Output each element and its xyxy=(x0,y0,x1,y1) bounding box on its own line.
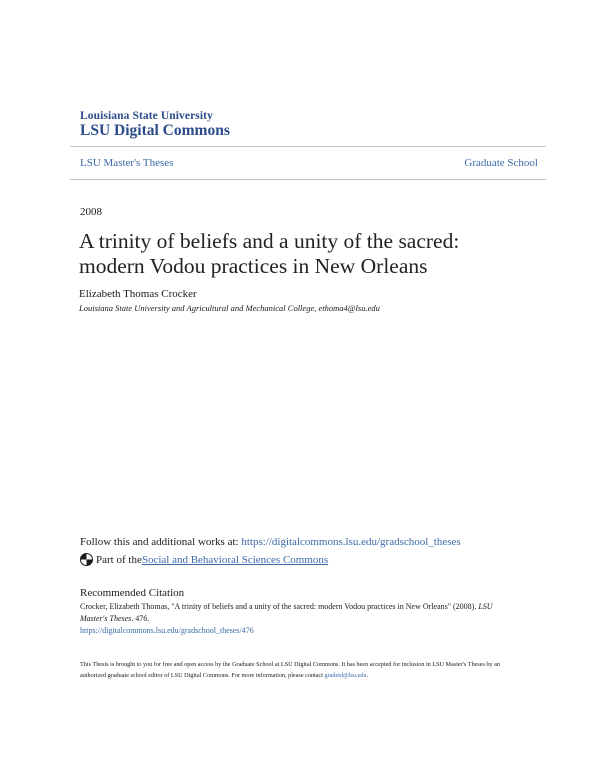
access-notice-text: This Thesis is brought to you for free and open access by the Graduate School at LSU Digital Commons. It has been accepted for inclusion in LSU Master's Theses by an authorized graduate school editor of LSU Digital Commons. For more information, please contact xyxy=(80,661,500,679)
graduate-school-link[interactable]: Graduate School xyxy=(464,157,538,169)
thesis-title: A trinity of beliefs and a unity of the sacred: modern Vodou practices in New Orleans xyxy=(79,229,460,278)
follow-line xyxy=(80,536,461,548)
university-name: Louisiana State University xyxy=(80,110,213,122)
part-of-prefix: Part of the xyxy=(96,553,142,566)
citation-text xyxy=(80,601,518,637)
contact-email-link[interactable]: gradetd@lsu.edu xyxy=(324,671,367,679)
author-affiliation: Louisiana State University and Agricultural and Mechanical College, ethoma4@lsu.edu xyxy=(79,303,380,313)
citation-series: LSU Master's Theses xyxy=(80,602,493,623)
access-notice-end: . xyxy=(366,671,369,679)
divider-top xyxy=(70,146,546,147)
recommended-citation-heading: Recommended Citation xyxy=(80,587,185,599)
citation-body: Crocker, Elizabeth Thomas, "A trinity of beliefs and a unity of the sacred: modern Vodou practices in New Orleans" (2008). xyxy=(80,602,479,611)
repository-name: LSU Digital Commons xyxy=(80,122,230,139)
publication-year: 2008 xyxy=(80,206,102,218)
commons-link[interactable]: Social and Behavioral Sciences Commons xyxy=(141,553,329,566)
collection-url-link[interactable]: https://digitalcommons.lsu.edu/gradschool_theses xyxy=(241,536,461,548)
citation-url-link[interactable]: https://digitalcommons.lsu.edu/gradschool_theses/476 xyxy=(80,626,254,635)
part-of-line xyxy=(80,553,328,566)
author-name: Elizabeth Thomas Crocker xyxy=(79,288,197,300)
follow-prefix: Follow this and additional works at: xyxy=(80,536,242,548)
masters-theses-link[interactable]: LSU Master's Theses xyxy=(80,157,174,169)
access-notice xyxy=(80,660,518,681)
divider-bottom xyxy=(70,179,546,180)
bepress-network-icon xyxy=(80,553,93,566)
citation-number: . 476. xyxy=(131,614,150,623)
